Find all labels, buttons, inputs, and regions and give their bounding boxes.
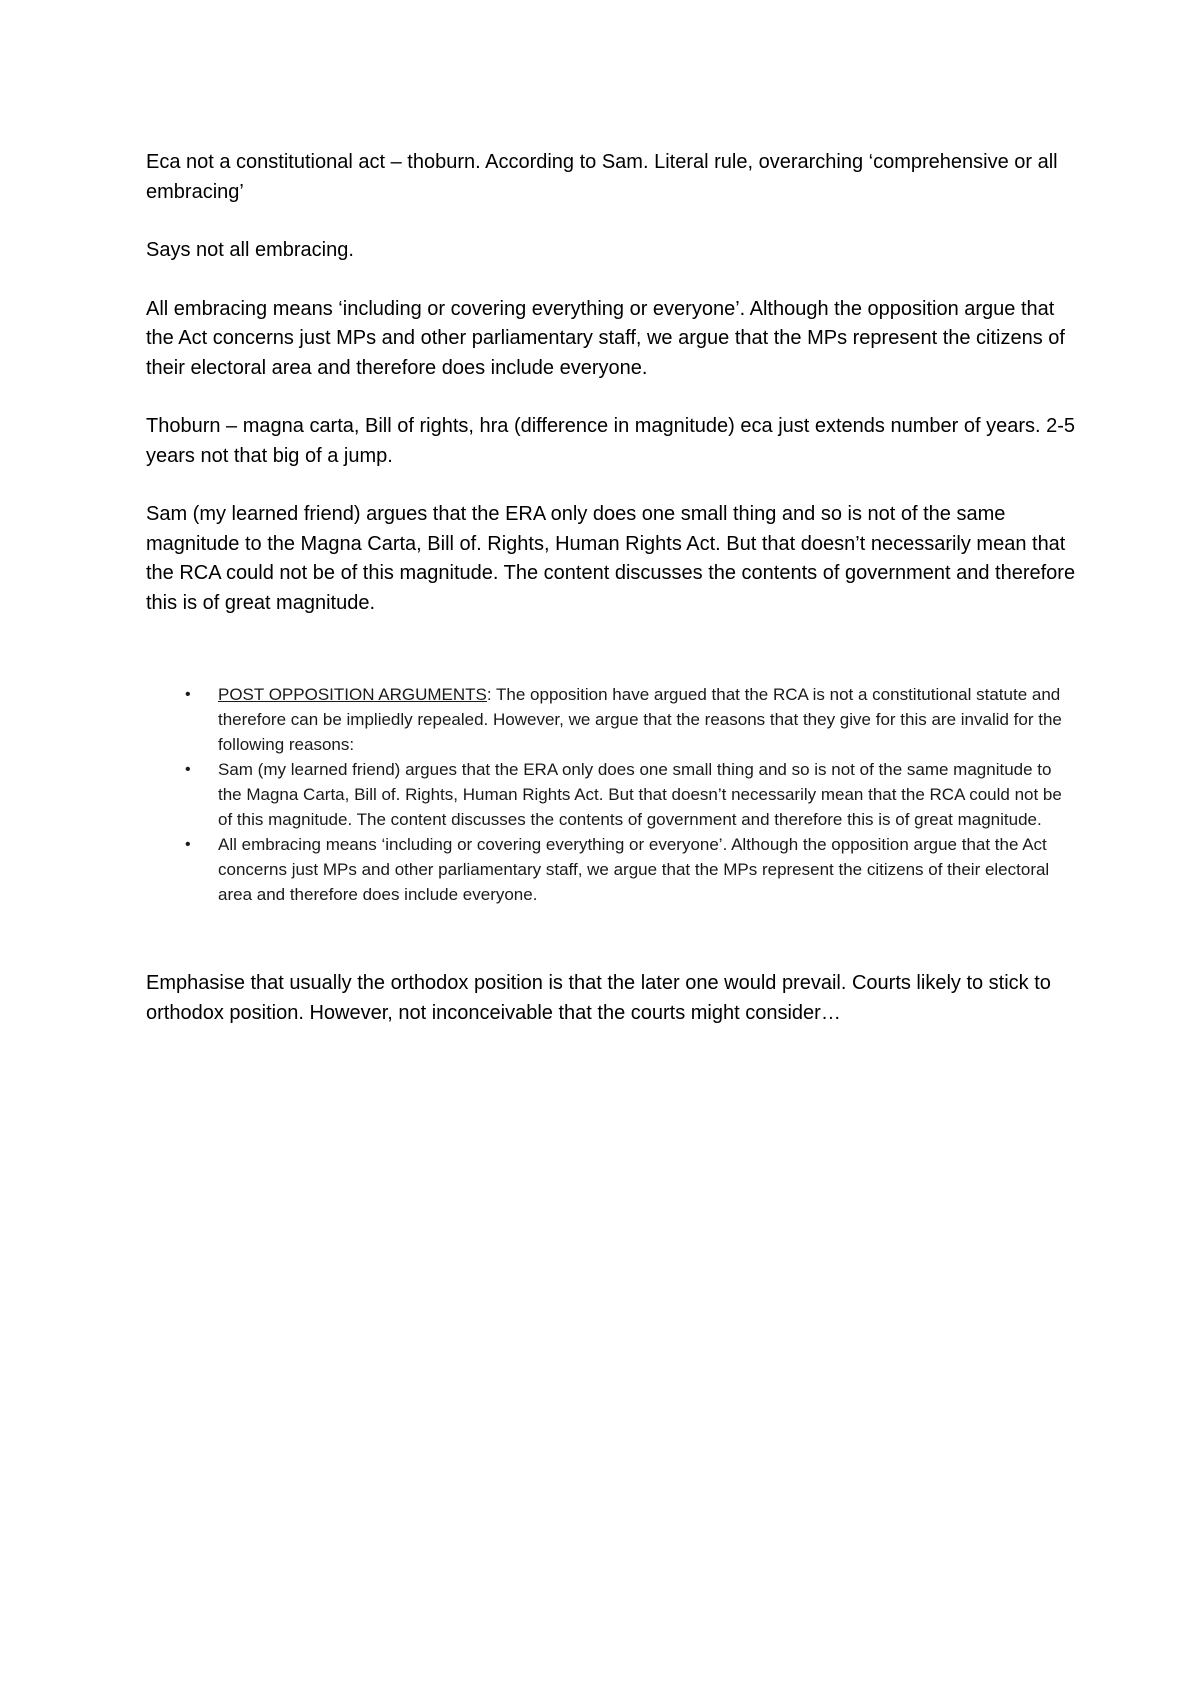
bullet-icon: •	[185, 761, 191, 778]
bullet-item-post-opposition	[185, 682, 1076, 757]
paragraph-eca-not-constitutional: Eca not a constitutional act – thoburn. According to Sam. Literal rule, overarching ‘comprehensive or all embracing’	[146, 151, 1058, 203]
bullet-item-sam-argues	[185, 757, 1076, 832]
bullet-heading: POST OPPOSITION ARGUMENTS	[218, 685, 487, 704]
paragraph-all-embracing-meaning: All embracing means ‘including or covering everything or everyone’. Although the opposition argue that the Act concerns just MPs and other parliamentary staff, we argue that the MPs represent the citizens of their electoral area and therefore does include everyone.	[146, 297, 1065, 379]
paragraph-emphasise-orthodox: Emphasise that usually the orthodox position is that the later one would prevail. Courts likely to stick to orthodox position. However, not inconceivable that the courts might consider…	[146, 972, 1051, 1024]
bullet-text: : The opposition have argued that the RCA is not a constitutional statute and therefore can be impliedly repealed. However, we argue that the reasons that they give for this are invalid for the following reasons:	[218, 685, 1062, 754]
bullet-icon: •	[185, 836, 191, 853]
bullet-item-all-embracing	[185, 832, 1076, 907]
paragraph-not-all-embracing: Says not all embracing.	[146, 239, 354, 261]
bullet-list	[146, 682, 1076, 907]
document-body	[146, 148, 1076, 1028]
paragraph-thoburn: Thoburn – magna carta, Bill of rights, hra (difference in magnitude) eca just extends number of years. 2-5 years not that big of a jump.	[146, 415, 1076, 467]
bullet-text: Sam (my learned friend) argues that the ERA only does one small thing and so is not of the same magnitude to the Magna Carta, Bill of. Rights, Human Rights Act. But that doesn’t necessarily mean that the RCA could not be of this magnitude. The content discusses the contents of government and therefore this is of great magnitude.	[218, 760, 1062, 829]
bullet-icon: •	[185, 686, 191, 703]
paragraph-sam-argues: Sam (my learned friend) argues that the ERA only does one small thing and so is not of the same magnitude to the Magna Carta, Bill of. Rights, Human Rights Act. But that doesn’t necessarily mean that the RCA could not be of this magnitude. The content discusses the contents of government and therefore this is of great magnitude.	[146, 503, 1076, 614]
bullet-text: All embracing means ‘including or covering everything or everyone’. Although the opposition argue that the Act concerns just MPs and other parliamentary staff, we argue that the MPs represent the citizens of their electoral area and therefore does include everyone.	[218, 835, 1050, 904]
